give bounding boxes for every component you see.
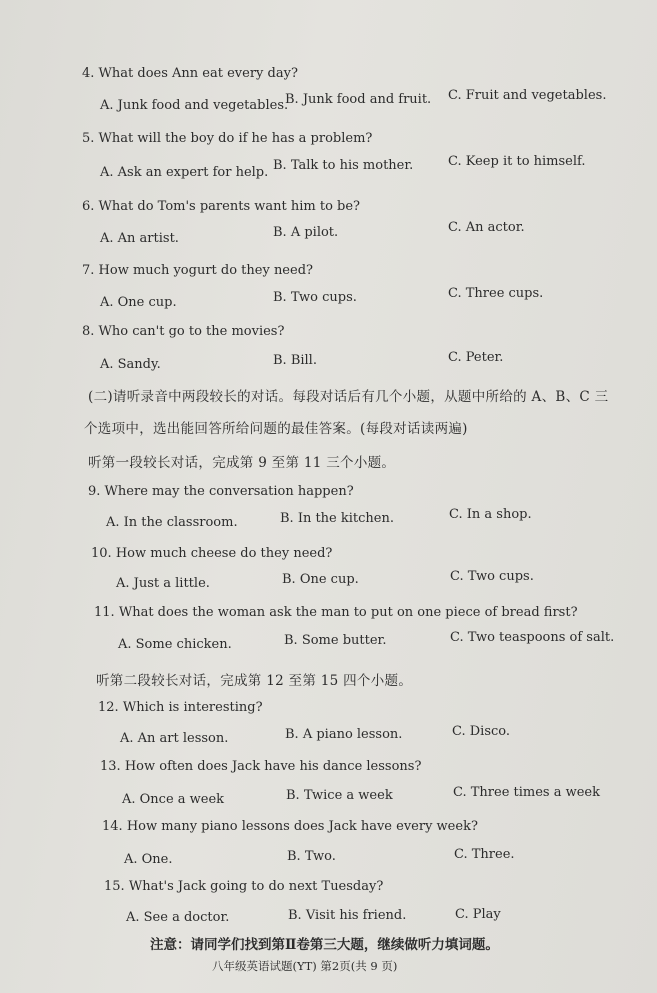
option-a: A. One. [124, 852, 173, 867]
option-a: A. One cup. [100, 295, 177, 310]
question-13: 13. How often does Jack have his dance lessons? [100, 759, 422, 774]
option-b: B. Bill. [273, 353, 317, 368]
option-c: C. Keep it to himself. [448, 154, 586, 169]
question-4: 4. What does Ann eat every day? [82, 66, 298, 81]
option-c: C. Play [455, 907, 501, 922]
option-b: B. Visit his friend. [288, 908, 407, 923]
option-c: C. In a shop. [449, 507, 532, 522]
option-b: B. A pilot. [273, 225, 339, 240]
question-8: 8. Who can't go to the movies? [82, 324, 285, 339]
option-c: C. Peter. [448, 350, 504, 365]
option-a: A. Ask an expert for help. [100, 165, 269, 180]
dialog2-instructions: 听第二段较长对话，完成第 12 至第 15 四个小题。 [96, 673, 413, 689]
option-b: B. Twice a week [286, 788, 393, 803]
option-a: A. Sandy. [100, 357, 161, 372]
option-a: A. Some chicken. [118, 637, 232, 652]
option-c: C. An actor. [448, 220, 525, 235]
option-b: B. Junk food and fruit. [285, 92, 432, 107]
question-10: 10. How much cheese do they need? [91, 546, 333, 561]
option-b: B. Talk to his mother. [273, 158, 414, 173]
option-a: A. Just a little. [116, 576, 210, 591]
option-c: C. Three cups. [448, 286, 544, 301]
option-b: B. One cup. [282, 572, 359, 587]
dialog1-instructions: 听第一段较长对话，完成第 9 至第 11 三个小题。 [88, 455, 396, 471]
option-c: C. Disco. [452, 724, 511, 739]
question-12: 12. Which is interesting? [98, 700, 263, 715]
question-14: 14. How many piano lessons does Jack have every week? [102, 819, 478, 834]
option-a: A. See a doctor. [126, 910, 230, 925]
question-15: 15. What's Jack going to do next Tuesday? [104, 879, 384, 894]
option-a: A. Junk food and vegetables. [100, 98, 289, 113]
continue-notice: 注意：请同学们找到第Ⅱ卷第三大题，继续做听力填词题。 [150, 937, 499, 953]
option-c: C. Two cups. [450, 569, 534, 584]
option-c: C. Two teaspoons of salt. [450, 630, 615, 645]
option-c: C. Three times a week [453, 785, 601, 800]
option-b: B. Two. [287, 849, 336, 864]
option-b: B. In the kitchen. [280, 511, 394, 526]
option-a: A. In the classroom. [106, 515, 238, 530]
page-footer: 八年级英语试题(YT) 第2页(共 9 页) [212, 959, 398, 973]
question-5: 5. What will the boy do if he has a problem? [82, 131, 373, 146]
option-c: C. Fruit and vegetables. [448, 88, 607, 103]
option-b: B. Two cups. [273, 290, 357, 305]
option-a: A. Once a week [122, 792, 225, 807]
question-11: 11. What does the woman ask the man to put on one piece of bread first? [94, 605, 578, 620]
question-9: 9. Where may the conversation happen? [88, 484, 354, 499]
section-instructions-line2: 个选项中，选出能回答所给问题的最佳答案。(每段对话读两遍) [84, 421, 468, 437]
option-a: A. An artist. [100, 231, 179, 246]
option-b: B. Some butter. [284, 633, 387, 648]
question-7: 7. How much yogurt do they need? [82, 263, 313, 278]
question-6: 6. What do Tom's parents want him to be? [82, 199, 361, 214]
option-b: B. A piano lesson. [285, 727, 403, 742]
option-c: C. Three. [454, 847, 515, 862]
section-instructions-line1: (二)请听录音中两段较长的对话。每段对话后有几个小题，从题中所给的 A、B、C 三 [88, 389, 609, 405]
option-a: A. An art lesson. [120, 731, 229, 746]
